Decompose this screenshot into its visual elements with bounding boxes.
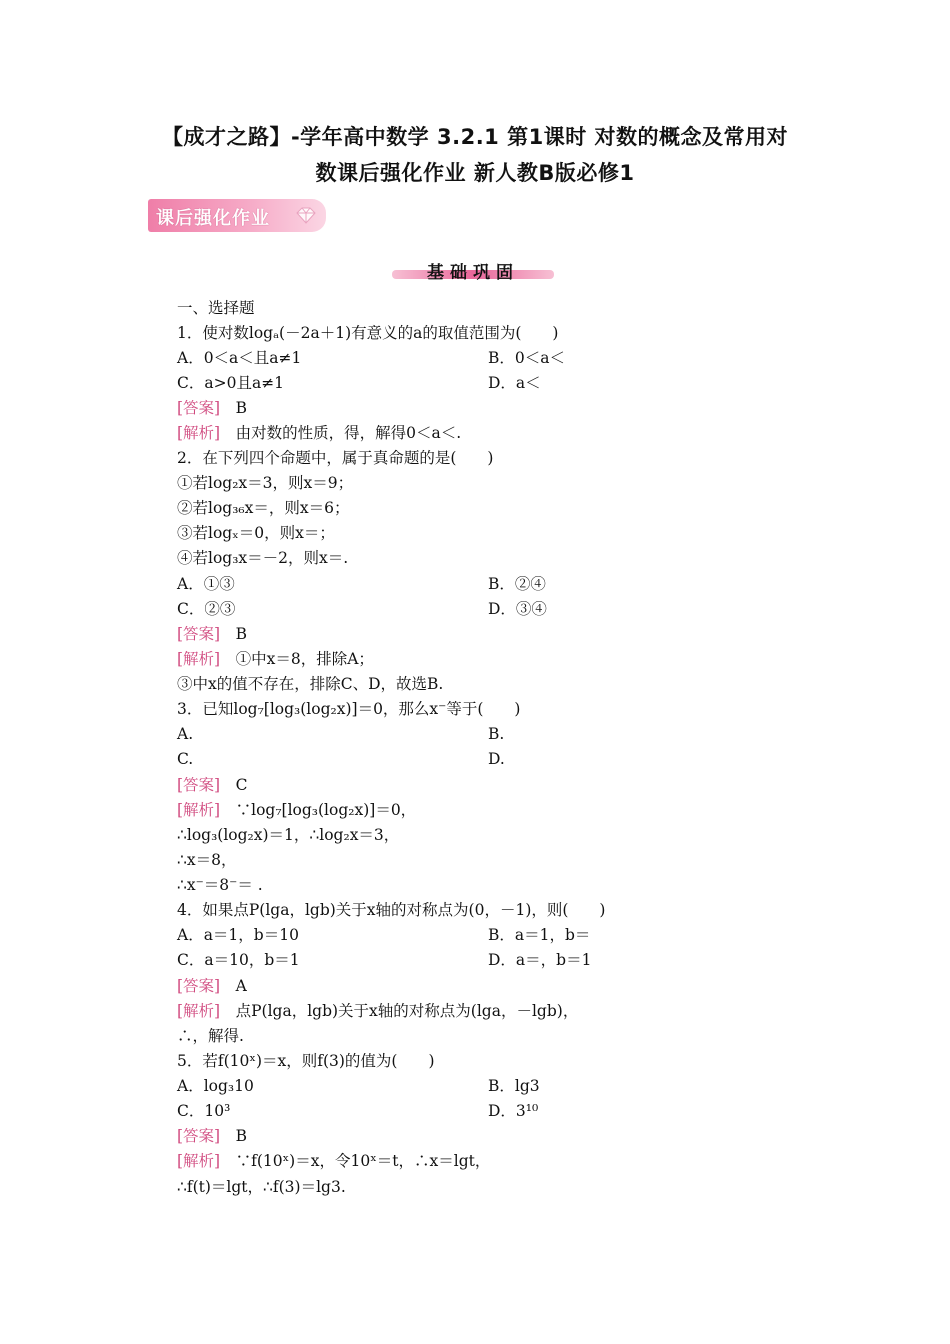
line-text: ∴，解得.	[177, 1027, 244, 1045]
line-text: A	[220, 977, 247, 995]
line-text: ③若logₓ＝0，则x＝；	[177, 524, 335, 542]
text-line	[177, 825, 399, 845]
option-right: D．③④	[488, 600, 547, 618]
line-text: 由对数的性质，得，解得0＜a＜.	[220, 424, 462, 442]
line-text: 一、选择题	[177, 299, 255, 317]
text-line	[177, 674, 443, 694]
line-text: ∴x⁻＝8⁻＝ .	[177, 876, 263, 894]
text-line	[177, 875, 263, 895]
line-text: A．a＝1，b＝10	[177, 926, 299, 944]
text-line	[177, 448, 493, 468]
text-line	[177, 574, 235, 594]
line-text: A．log₃10	[177, 1077, 254, 1095]
line-text: ∴x＝8，	[177, 851, 237, 869]
text-line	[177, 473, 353, 493]
line-text: A．①③	[177, 575, 235, 593]
answer-tag: [答案]	[177, 399, 221, 417]
line-text: ②若log₃₆x＝，则x＝6；	[177, 499, 350, 517]
option-right: D．3¹⁰	[488, 1102, 539, 1120]
text-line	[177, 323, 558, 343]
text-line	[177, 976, 247, 996]
analysis-tag: [解析]	[177, 1152, 221, 1170]
line-text: ①中x＝8，排除A；	[220, 650, 374, 668]
option-right: B．0＜a＜	[488, 349, 565, 367]
option-right: D．a＜	[488, 374, 541, 392]
answer-tag: [答案]	[177, 1127, 221, 1145]
text-line	[177, 699, 520, 719]
text-line	[177, 649, 374, 669]
text-line	[177, 1101, 230, 1121]
text-line	[177, 925, 299, 945]
text-line	[177, 548, 348, 568]
banner-label: 课后强化作业	[156, 208, 270, 229]
text-line	[177, 398, 247, 418]
line-text: 4．如果点P(lga，lgb)关于x轴的对称点为(0，－1)，则( )	[177, 901, 606, 919]
line-text: ∴f(t)＝lgt，∴f(3)＝lg3.	[177, 1178, 346, 1196]
analysis-tag: [解析]	[177, 424, 221, 442]
line-text: 2．在下列四个命题中，属于真命题的是( )	[177, 449, 494, 467]
line-text: 3．已知log₇[log₃(log₂x)]＝0，那么x⁻等于( )	[177, 700, 521, 718]
line-text: C．10³	[177, 1102, 231, 1120]
option-right: D．a＝，b＝1	[488, 951, 592, 969]
text-line	[177, 1177, 346, 1197]
line-text: 点P(lga，lgb)关于x轴的对称点为(lga，－lgb)，	[220, 1002, 579, 1020]
answer-tag: [答案]	[177, 625, 221, 643]
text-line	[177, 775, 247, 795]
text-line	[177, 423, 461, 443]
line-text: C．a>0且a≠1	[177, 374, 285, 392]
line-text: ①若log₂x＝3，则x＝9；	[177, 474, 354, 492]
text-line	[177, 850, 236, 870]
option-right: B．a＝1，b＝	[488, 926, 591, 944]
line-text: ∴log₃(log₂x)＝1，∴log₂x＝3，	[177, 826, 400, 844]
line-text: 1．使对数logₐ(－2a＋1)有意义的a的取值范围为( )	[177, 324, 559, 342]
text-line	[177, 800, 416, 820]
diamond-icon	[294, 207, 318, 224]
line-text: B	[220, 625, 247, 643]
text-line	[177, 1076, 254, 1096]
section-label: 基础巩固	[427, 263, 519, 283]
option-right: D.	[488, 750, 505, 768]
text-line	[177, 348, 301, 368]
answer-tag: [答案]	[177, 977, 221, 995]
text-line	[177, 900, 605, 920]
line-text: ③中x的值不存在，排除C、D，故选B.	[177, 675, 444, 693]
text-line	[177, 373, 284, 393]
analysis-tag: [解析]	[177, 801, 221, 819]
text-line	[177, 1051, 435, 1071]
line-text: ④若log₃x＝－2，则x＝.	[177, 549, 349, 567]
line-text: C.	[177, 750, 194, 768]
section-header	[392, 258, 554, 286]
text-line	[177, 1126, 247, 1146]
line-text: ∵f(10ˣ)＝x，令10ˣ＝t，∴x＝lgt，	[220, 1152, 491, 1170]
analysis-tag: [解析]	[177, 1002, 221, 1020]
line-text: C．②③	[177, 600, 236, 618]
text-line	[177, 1026, 244, 1046]
option-right: B．lg3	[488, 1077, 540, 1095]
document-title-line1: 【成才之路】-学年高中数学 3.2.1 第1课时 对数的概念及常用对	[161, 125, 789, 149]
text-line	[177, 749, 193, 769]
line-text: 5．若f(10ˣ)＝x，则f(3)的值为( )	[177, 1052, 435, 1070]
line-text: B	[220, 399, 247, 417]
text-line	[177, 298, 255, 318]
answer-tag: [答案]	[177, 776, 221, 794]
option-right: B.	[488, 725, 505, 743]
analysis-tag: [解析]	[177, 650, 221, 668]
text-line	[177, 1151, 490, 1171]
option-right: B．②④	[488, 575, 546, 593]
homework-banner	[148, 199, 326, 232]
text-line	[177, 624, 247, 644]
line-text: ∵log₇[log₃(log₂x)]＝0，	[220, 801, 417, 819]
line-text: B	[220, 1127, 247, 1145]
line-text: C．a＝10，b＝1	[177, 951, 300, 969]
text-line	[177, 523, 335, 543]
text-line	[177, 950, 300, 970]
text-line	[177, 599, 235, 619]
line-text: A.	[177, 725, 194, 743]
line-text: C	[220, 776, 248, 794]
text-line	[177, 724, 193, 744]
text-line	[177, 498, 349, 518]
line-text: A．0＜a＜且a≠1	[177, 349, 302, 367]
document-title-line2: 数课后强化作业 新人教B版必修1	[315, 161, 635, 185]
text-line	[177, 1001, 578, 1021]
